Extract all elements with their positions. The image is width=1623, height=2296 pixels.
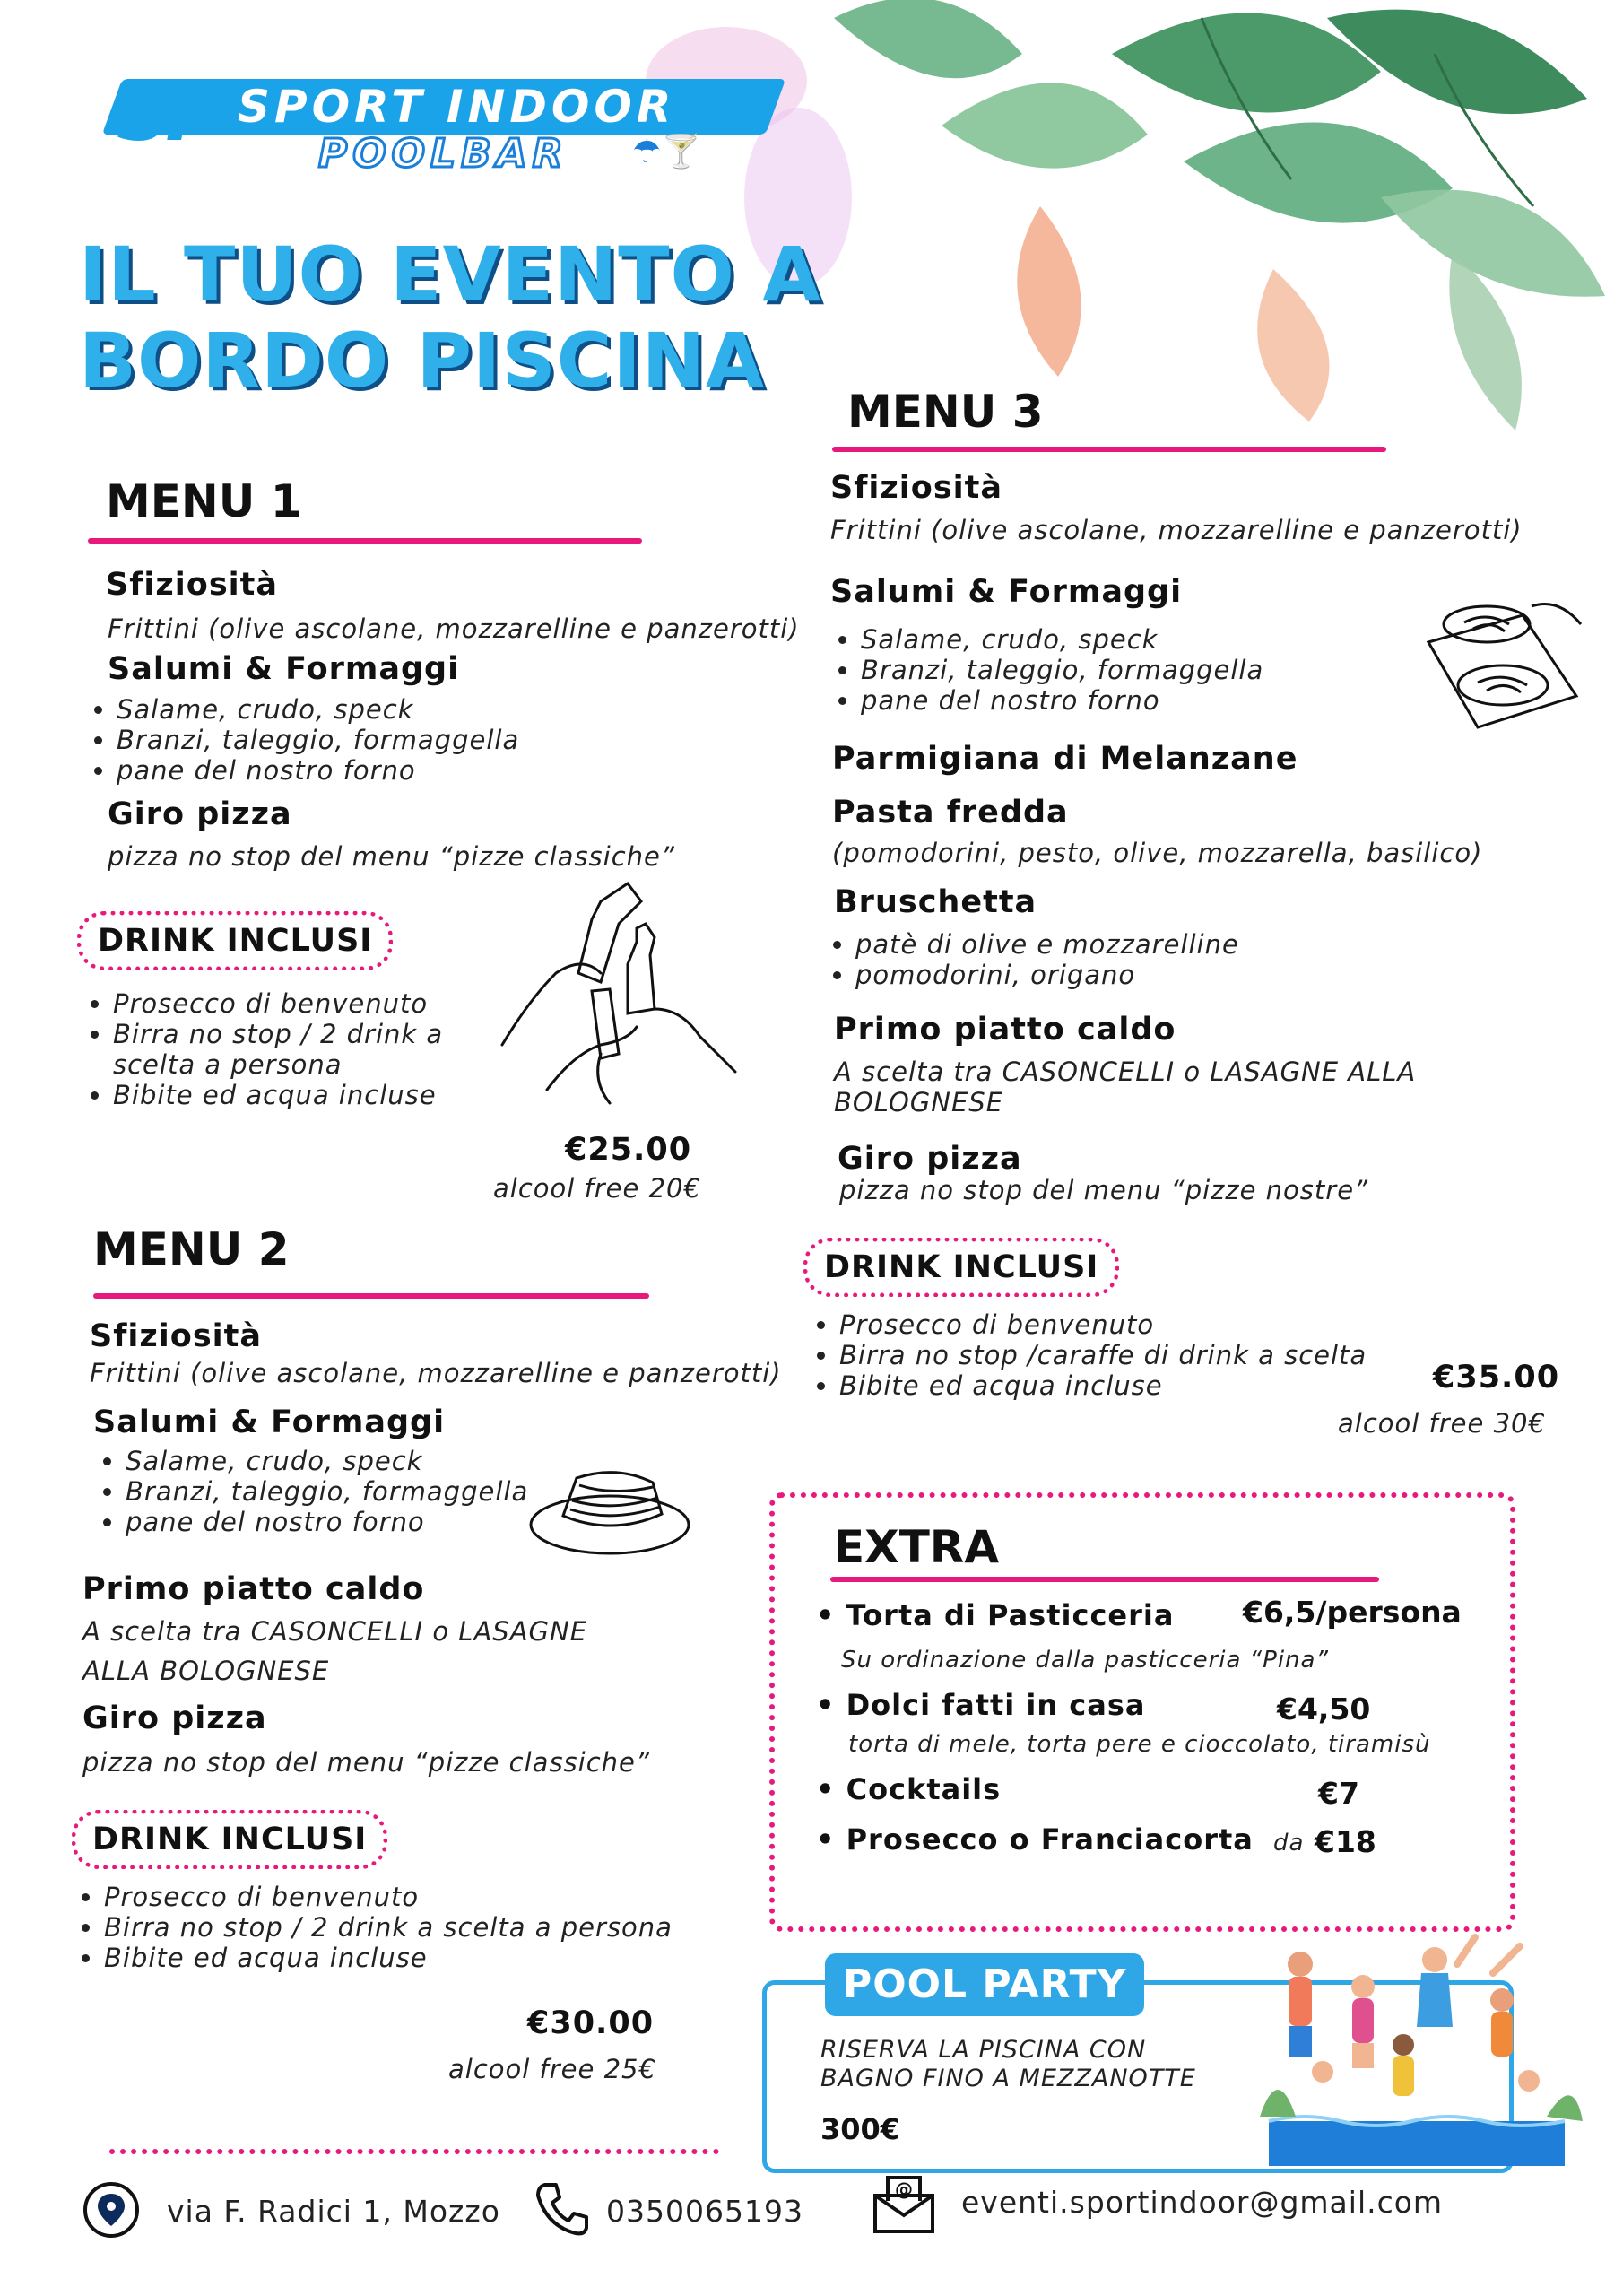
extra-item: • Dolci fatti in casa [816, 1688, 1146, 1722]
footer-address: via F. Radici 1, Mozzo [167, 2194, 500, 2229]
menu2-price-note: alcool free 25€ [448, 2054, 656, 2084]
menu2-drink-badge: DRINK INCLUSI [72, 1810, 387, 1869]
list-item: • Branzi, taleggio, formaggella [861, 655, 1263, 685]
cocktail-icon: ☂🍸 [632, 134, 702, 170]
list-item: • patè di olive e mozzarelline [855, 929, 1239, 960]
extra-item-price: €4,50 [1277, 1692, 1371, 1726]
menu3-drink-list [803, 1309, 1367, 1401]
mail-icon [872, 2170, 936, 2235]
menu3-primo-desc-line2: BOLOGNESE [834, 1087, 1004, 1118]
menu1-salumi-list [81, 694, 519, 786]
extra-item-price: €7 [1318, 1776, 1359, 1811]
list-item: • pane del nostro forno [861, 685, 1263, 716]
menu2-primo-desc-line1: A scelta tra CASONCELLI o LASAGNE [82, 1616, 588, 1647]
menu3-giro-pizza-title: Giro pizza [838, 1141, 1022, 1177]
extra-item: • Prosecco o Franciacorta [816, 1822, 1254, 1857]
menu1-title: MENU 1 [106, 475, 302, 527]
svg-text:@: @ [895, 2179, 913, 2200]
menu2-salumi-list [90, 1446, 528, 1537]
location-pin-icon [82, 2181, 140, 2239]
list-item: • Prosecco di benvenuto [113, 988, 499, 1019]
menu3-title: MENU 3 [847, 386, 1044, 438]
menu1-drink-list [77, 988, 499, 1110]
menu3-primo-desc-line1: A scelta tra CASONCELLI o LASAGNE ALLA [834, 1057, 1417, 1087]
page-headline [79, 231, 821, 404]
menu3-bruschetta-list [820, 929, 1239, 990]
list-item: • Bibite ed acqua incluse [113, 1080, 499, 1110]
toast-bottles-illustration [493, 874, 744, 1108]
list-item: • Prosecco di benvenuto [839, 1309, 1367, 1340]
extra-item: • Cocktails [816, 1772, 1002, 1806]
list-item: • pane del nostro forno [126, 1507, 528, 1537]
menu1-drink-badge: DRINK INCLUSI [77, 911, 393, 970]
lasagna-plate-illustration [527, 1460, 693, 1559]
extra-item-note: Su ordinazione dalla pasticceria “Pina” [841, 1647, 1329, 1674]
list-item: • Birra no stop / 2 drink a scelta a persona [104, 1912, 673, 1943]
list-item: • Birra no stop / 2 drink a scelta a persona [113, 1019, 499, 1080]
list-item: • Prosecco di benvenuto [104, 1882, 673, 1912]
list-item: • Salame, crudo, speck [861, 624, 1263, 655]
menu3-salumi-list [825, 624, 1263, 716]
menu1-giro-pizza-desc: pizza no stop del menu “pizze classiche” [108, 841, 675, 872]
menu1-sfiziosita-desc: Frittini (olive ascolane, mozzarelline e panzerotti) [108, 613, 800, 644]
phone-icon [533, 2179, 592, 2239]
list-item: • Salame, crudo, speck [126, 1446, 528, 1476]
menu2-salumi-title: Salumi & Formaggi [93, 1405, 446, 1440]
footer-email[interactable]: eventi.sportindoor@gmail.com [961, 2185, 1444, 2220]
menu3-price: €35.00 [1433, 1360, 1560, 1396]
menu2-primo-desc-line2: ALLA BOLOGNESE [82, 1656, 330, 1686]
menu1-divider [88, 538, 642, 544]
menu3-bruschetta-title: Bruschetta [834, 884, 1037, 920]
menu1-sfiziosita-title: Sfiziosità [106, 567, 279, 603]
menu3-sfiziosita-title: Sfiziosità [830, 470, 1003, 506]
pool-party-title: POOL PARTY [825, 1953, 1144, 2016]
logo-mark: SI [117, 70, 188, 158]
list-item: • Bibite ed acqua incluse [839, 1370, 1367, 1401]
menu3-salumi-title: Salumi & Formaggi [830, 574, 1183, 610]
menu2-price: €30.00 [527, 2005, 655, 2041]
extra-item-price: €18 [1315, 1824, 1376, 1859]
menu1-salumi-title: Salumi & Formaggi [108, 651, 460, 687]
list-item: • Branzi, taleggio, formaggella [117, 725, 519, 755]
menu2-title: MENU 2 [93, 1223, 290, 1275]
pool-party-line1: RISERVA LA PISCINA CON [820, 2036, 1147, 2064]
extra-item-name: Prosecco o Franciacorta [846, 1822, 1254, 1857]
extra-item-name: Torta di Pasticceria [846, 1598, 1175, 1632]
headline-line1: IL TUO EVENTO A [79, 230, 822, 318]
bruschetta-board-illustration [1424, 588, 1585, 732]
pool-party-text [820, 2036, 1196, 2093]
menu2-divider [93, 1293, 649, 1299]
extra-item: • Torta di Pasticceria [816, 1598, 1175, 1632]
footer-phone[interactable]: 0350065193 [606, 2194, 803, 2229]
menu1-price-note: alcool free 20€ [493, 1173, 701, 1204]
extra-title: EXTRA [834, 1521, 1000, 1573]
headline-line2: BORDO PISCINA [79, 317, 766, 404]
brand-name: SPORT INDOOR [238, 81, 676, 133]
pool-party-price: 300€ [820, 2112, 901, 2146]
menu1-giro-pizza-title: Giro pizza [108, 796, 292, 832]
list-item: • Branzi, taleggio, formaggella [126, 1476, 528, 1507]
menu3-drink-badge: DRINK INCLUSI [803, 1238, 1119, 1297]
menu2-sfiziosita-desc: Frittini (olive ascolane, mozzarelline e panzerotti) [90, 1358, 782, 1388]
menu3-pasta-title: Pasta fredda [832, 795, 1069, 831]
list-item: • Birra no stop /caraffe di drink a scelta [839, 1340, 1367, 1370]
pool-party-line2: BAGNO FINO A MEZZANOTTE [820, 2065, 1196, 2092]
menu3-giro-pizza-desc: pizza no stop del menu “pizze nostre” [839, 1175, 1369, 1205]
list-item: • Bibite ed acqua incluse [104, 1943, 673, 1973]
menu2-giro-pizza-desc: pizza no stop del menu “pizze classiche” [82, 1747, 650, 1778]
menu3-divider [832, 447, 1386, 452]
extra-item-note: torta di mele, torta pere e cioccolato, tiramisù [848, 1731, 1431, 1758]
extra-item-name: Dolci fatti in casa [846, 1688, 1146, 1722]
extra-divider [830, 1577, 1379, 1582]
extra-item-name: Cocktails [846, 1772, 1002, 1806]
menu1-price: €25.00 [565, 1132, 692, 1168]
menu2-primo-title: Primo piatto caldo [82, 1571, 425, 1607]
menu3-price-note: alcool free 30€ [1338, 1408, 1546, 1439]
menu2-drink-list [68, 1882, 673, 1973]
footer-dotted-divider [109, 2149, 719, 2154]
extra-item-prefix: da [1273, 1830, 1305, 1857]
brand-sub: POOLBAR [318, 131, 568, 177]
list-item: • pomodorini, origano [855, 960, 1239, 990]
menu2-sfiziosita-title: Sfiziosità [90, 1318, 263, 1354]
menu3-primo-title: Primo piatto caldo [834, 1012, 1176, 1048]
pool-party-people-illustration [1251, 1937, 1592, 2170]
menu3-sfiziosita-desc: Frittini (olive ascolane, mozzarelline e panzerotti) [830, 515, 1523, 545]
list-item: • pane del nostro forno [117, 755, 519, 786]
list-item: • Salame, crudo, speck [117, 694, 519, 725]
extra-item-price: €6,5/persona [1243, 1595, 1462, 1630]
menu3-pasta-desc: (pomodorini, pesto, olive, mozzarella, basilico) [832, 838, 1483, 868]
menu3-parmigiana-title: Parmigiana di Melanzane [832, 741, 1298, 777]
menu2-giro-pizza-title: Giro pizza [82, 1700, 267, 1736]
